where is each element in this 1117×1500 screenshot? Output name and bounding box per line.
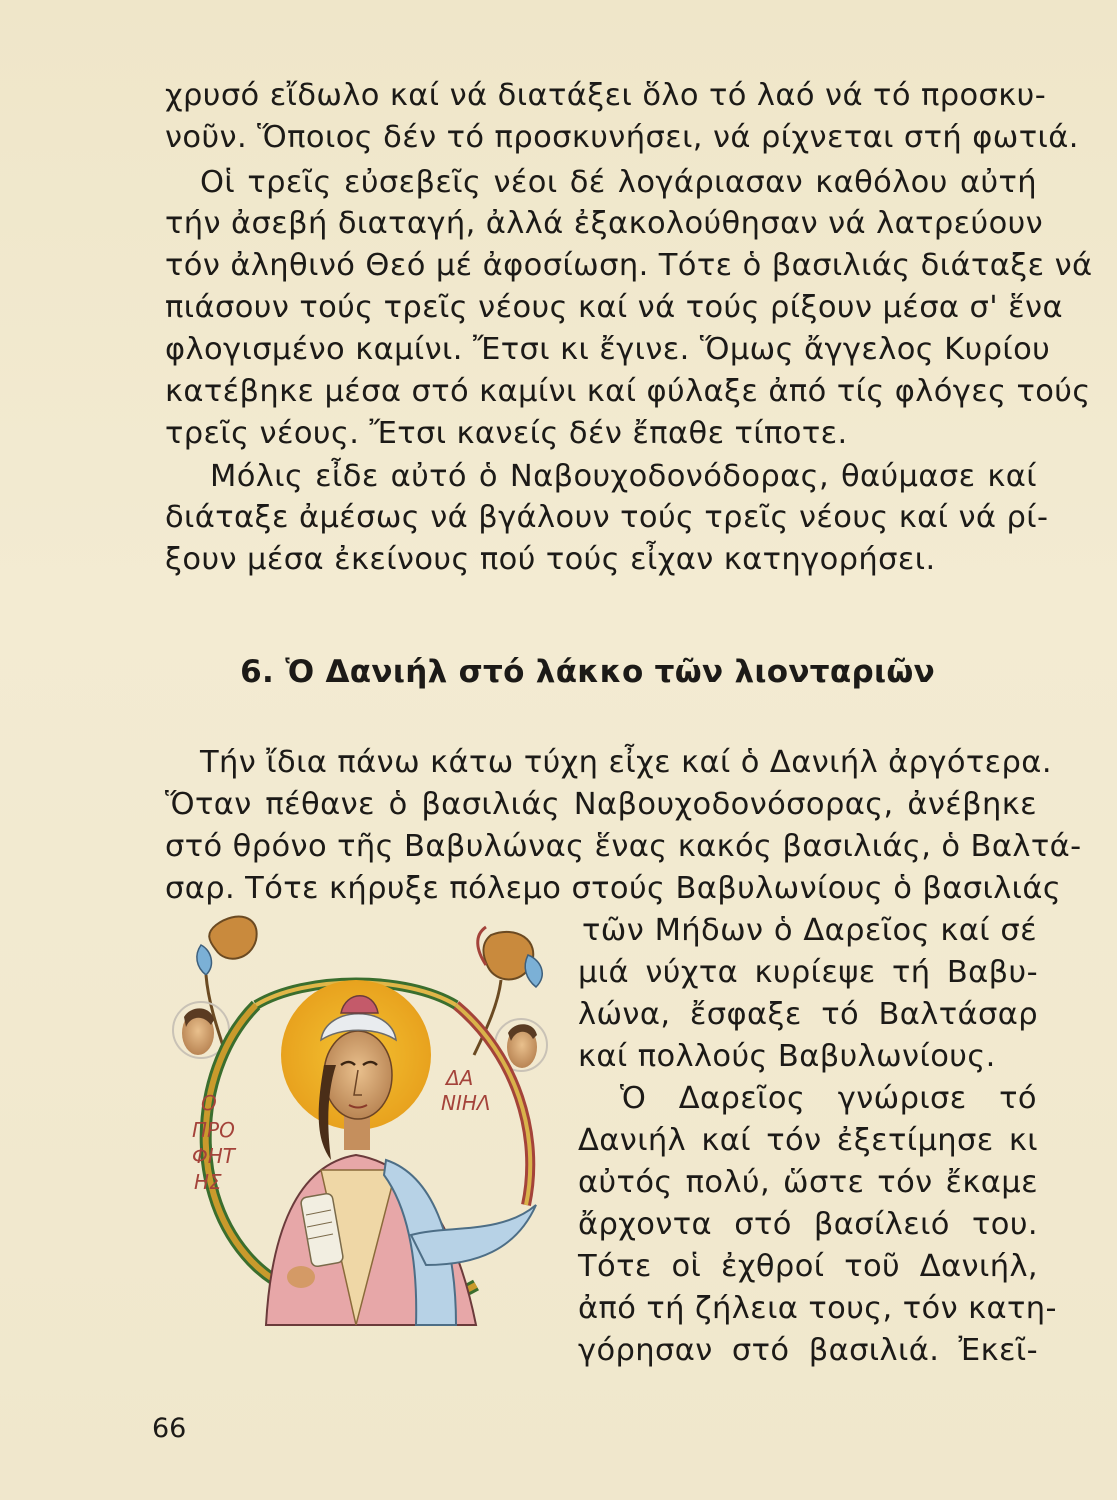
text-line: Δανιήλ καί τόν ἐξετίμησε κι	[578, 1123, 1038, 1158]
text-line: τρεῖς νέους. Ἔτσι κανείς δέν ἔπαθε τίποτε.	[165, 416, 848, 451]
text-line: Ὅταν πέθανε ὁ βασιλιάς Ναβουχοδονόσορας, ἀνέβηκε	[165, 787, 1037, 822]
text-line: γόρησαν στό βασιλιά. Ἐκεῖ-	[578, 1333, 1038, 1368]
icon-inscription: ΔΑ	[446, 1066, 474, 1090]
page-number: 66	[152, 1413, 187, 1444]
text-line: Μόλις εἶδε αὐτό ὁ Ναβουχοδονόδορας, θαύμασε καί	[210, 459, 1037, 494]
text-line: νοῦν. Ὅποιος δέν τό προσκυνήσει, νά ρίχνεται στή φωτιά.	[165, 120, 1079, 155]
text-line: Ὁ Δαρεῖος γνώρισε τό	[620, 1081, 1037, 1116]
text-line: ἀπό τή ζήλεια τους, τόν κατη-	[578, 1291, 1057, 1326]
text-line: καί πολλούς Βαβυλωνίους.	[578, 1039, 996, 1074]
icon-inscription: ΦΗΤ	[192, 1144, 235, 1168]
text-line: φλογισμένο καμίνι. Ἔτσι κι ἔγινε. Ὅμως ἄγγελος Κυρίου	[165, 332, 1051, 367]
text-line: τόν ἀληθινό Θεό μέ ἀφοσίωση. Τότε ὁ βασιλιάς διάταξε νά	[165, 248, 1093, 283]
text-line: Οἱ τρεῖς εὐσεβεῖς νέοι δέ λογάριασαν καθόλου αὐτή	[200, 165, 1037, 200]
text-line: τήν ἀσεβή διαταγή, ἀλλά ἐξακολούθησαν νά λατρεύουν	[165, 206, 1044, 241]
text-line: κατέβηκε μέσα στό καμίνι καί φύλαξε ἀπό τίς φλόγες τούς	[165, 374, 1091, 409]
section-heading: 6. Ὁ Δανιήλ στό λάκκο τῶν λιονταριῶν	[240, 654, 935, 690]
text-line: ἄρχοντα στό βασίλειό του.	[578, 1207, 1038, 1242]
prophet-daniel-icon	[156, 905, 568, 1345]
text-line: λώνα, ἔσφαξε τό Βαλτάσαρ	[578, 997, 1038, 1032]
text-line: μιά νύχτα κυρίεψε τή Βαβυ-	[578, 955, 1038, 990]
text-line: αὐτός πολύ, ὥστε τόν ἔκαμε	[578, 1165, 1038, 1200]
icon-inscription: ΝΙΗΛ	[441, 1091, 491, 1115]
text-line: Τήν ἴδια πάνω κάτω τύχη εἶχε καί ὁ Δανιήλ ἀργότερα.	[200, 745, 1052, 780]
icon-inscription: ΠΡΟ	[192, 1118, 235, 1142]
text-line: ξουν μέσα ἐκείνους πού τούς εἶχαν κατηγορήσει.	[165, 542, 936, 577]
text-line: στό θρόνο τῆς Βαβυλώνας ἕνας κακός βασιλιάς, ὁ Βαλτά-	[165, 829, 1082, 864]
icon-inscription: Ο	[201, 1091, 217, 1115]
icon-inscription: ΗΣ	[194, 1170, 222, 1194]
text-line: χρυσό εἴδωλο καί νά διατάξει ὅλο τό λαό νά τό προσκυ-	[165, 78, 1047, 113]
text-line: τῶν Μήδων ὁ Δαρεῖος καί σέ	[582, 913, 1037, 948]
text-line: πιάσουν τούς τρεῖς νέους καί νά τούς ρίξουν μέσα σ' ἕνα	[165, 290, 1063, 325]
text-line: διάταξε ἀμέσως νά βγάλουν τούς τρεῖς νέους καί νά ρί-	[165, 500, 1049, 535]
text-line: σαρ. Τότε κήρυξε πόλεμο στούς Βαβυλωνίους ὁ βασιλιάς	[165, 871, 1062, 906]
text-line: Τότε οἱ ἐχθροί τοῦ Δανιήλ,	[578, 1249, 1038, 1284]
